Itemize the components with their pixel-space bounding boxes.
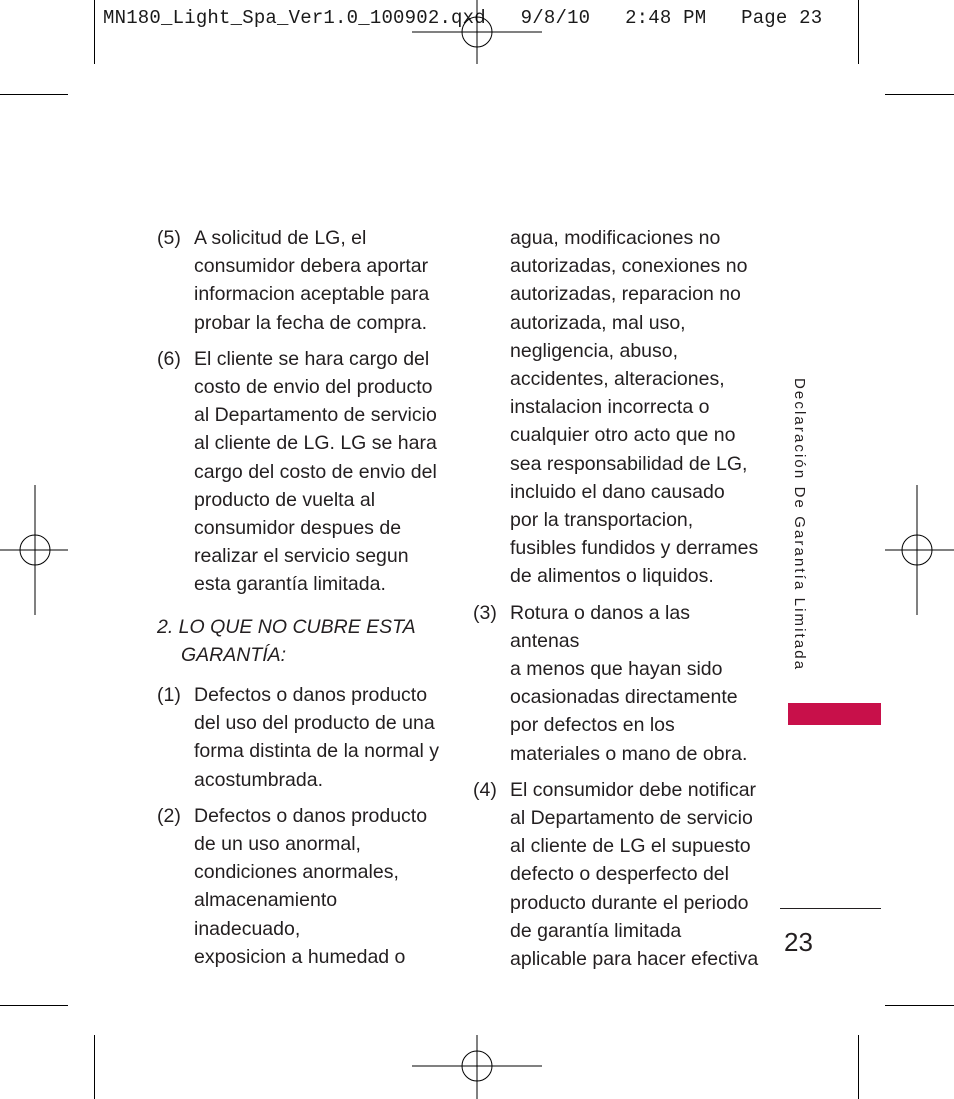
left-column — [157, 224, 447, 979]
crop-mark — [0, 1005, 68, 1006]
crop-mark — [0, 94, 68, 95]
page-number: 23 — [784, 927, 813, 957]
item-text: Defectos o danos producto del uso del producto de una forma distinta de la normal y acostumbrada. — [194, 684, 439, 791]
crop-mark — [858, 1035, 859, 1099]
list-item — [473, 776, 763, 973]
item-number: (2) — [157, 804, 181, 827]
side-tab-label: Declaración De Garantía Limitada — [791, 378, 808, 672]
right-column — [473, 224, 763, 981]
item-text: Defectos o danos producto de un uso anormal, condiciones anormales, almacenamiento inadecuado, exposicion a humedad o — [194, 804, 428, 968]
page-number-rule — [780, 908, 881, 909]
item-text: El cliente se hara cargo del costo de envio del producto al Departamento de servicio al cliente de LG. LG se hara cargo del costo de envio del producto de vuelta al consumidor despues de realizar el servicio segun esta garantía limitada. — [194, 347, 437, 596]
registration-mark-icon — [412, 0, 542, 70]
list-item — [157, 345, 447, 599]
item-number: (1) — [157, 684, 181, 707]
continued-text: agua, modificaciones no autorizadas, conexiones no autorizadas, reparacion no autorizada, mal uso, negligencia, abuso, accidentes, alteraciones, instalacion incorrecta o cualquier otro acto que no sea responsabilidad de LG, incluido el dano causado por la transportacion, fusibles fundidos y derrames de alimentos o liquidos. — [510, 227, 759, 588]
crop-mark — [885, 94, 954, 95]
list-item — [473, 599, 763, 768]
crop-mark — [94, 0, 95, 64]
list-item — [157, 681, 447, 794]
section-heading: 2. LO QUE NO CUBRE ESTA GARANTÍA: — [157, 615, 416, 666]
list-item — [157, 802, 447, 971]
item-number: (5) — [157, 227, 181, 249]
crop-mark — [858, 0, 859, 64]
item-text: El consumidor debe notificar al Departamento de servicio al cliente de LG el supuesto defecto o desperfecto del producto durante el periodo de garantía limitada aplicable para hacer efectiva — [510, 778, 759, 971]
side-tab-accent-bar — [788, 703, 881, 725]
item-number: (3) — [473, 601, 497, 624]
item-number: (4) — [473, 778, 497, 801]
registration-mark-icon — [884, 485, 954, 615]
registration-mark-icon — [0, 485, 70, 615]
print-header: MN180_Light_Spa_Ver1.0_100902.qxd 9/8/10 2:48 PM Page 23 — [103, 7, 823, 29]
item-number: (6) — [157, 347, 181, 370]
crop-mark — [885, 1005, 954, 1006]
registration-mark-icon — [412, 1035, 542, 1099]
crop-mark — [94, 1035, 95, 1099]
item-text: Rotura o danos a las antenas a menos que hayan sido ocasionadas directamente por defectos en los materiales o mano de obra. — [510, 601, 748, 765]
list-item — [157, 224, 447, 337]
item-text: A solicitud de LG, el consumidor debera aportar informacion aceptable para probar la fecha de compra. — [194, 227, 430, 334]
